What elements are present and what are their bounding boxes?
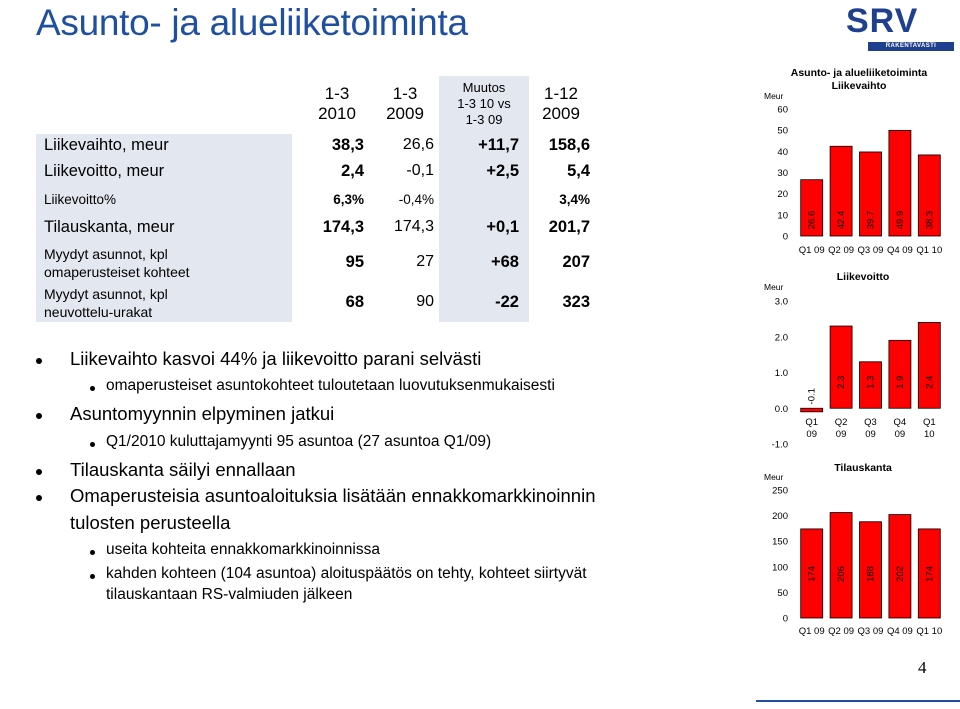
data-label: 42.4 [836,210,848,230]
data-label: 26.6 [806,210,818,230]
chart-title: Tilauskanta [834,462,892,474]
table-cell: -0,1 [406,162,434,179]
table-cell: 90 [416,293,434,310]
x-tick-label: Q2 09 [828,245,855,256]
table-cell: 27 [416,253,434,270]
table-cell: 174,3 [322,218,364,236]
axis-unit-label: Meur [764,472,784,482]
table-cell: 68 [345,293,364,311]
x-tick-label: 09 [806,429,817,440]
table-cell: 26,6 [402,136,434,153]
y-tick-label: 60 [777,104,788,116]
data-label: 1.3 [865,375,877,389]
y-tick-label: 150 [772,536,788,548]
data-label: 39.7 [865,210,877,230]
y-tick-label: -1.0 [771,439,788,451]
logo-tagline: RAKENTAVASTI ERILAINEN [868,42,954,51]
data-label: 202 [894,566,906,582]
x-tick-label: Q1 [922,417,936,428]
x-tick-label: Q1 10 [916,245,943,256]
x-tick-label: 09 [835,429,847,440]
x-tick-label: Q3 09 [857,245,884,256]
y-tick-label: 200 [772,511,788,523]
row-label-line1: Myydyt asunnot, kpl [44,286,168,302]
header-fy-2009-line1: 1-12 [543,84,579,103]
table-cell: 174,3 [393,218,434,235]
y-tick-label: 1.0 [774,368,788,379]
bullet-item: Liikevaihto kasvoi 44% ja liikevoitto parani selvästi [70,348,482,369]
header-q1-2010-line1: 1-3 [324,84,350,103]
bullet-item: kahden kohteen (104 asuntoa) aloituspäätös on tehty, kohteet siirtyvät [106,565,587,582]
data-bar [801,408,823,412]
bullet-item: Q1/2010 kuluttajamyynti 95 asuntoa (27 asuntoa Q1/09) [106,433,492,450]
x-tick-label: Q2 [834,417,848,428]
table-cell: 5,4 [567,162,590,180]
data-label: 188 [865,566,877,582]
header-q1-2010-line2: 2010 [318,104,356,123]
page-title: Asunto- ja alueliiketoiminta [36,2,468,43]
data-label: 49.9 [894,210,906,230]
x-tick-label: Q2 09 [828,626,855,637]
header-q1-2009-line2: 2009 [386,104,424,123]
table-cell: 3,4% [559,192,590,207]
table-cell: +0,1 [486,218,519,236]
data-label: 2.4 [924,375,936,389]
data-label: 38.3 [924,210,936,230]
y-tick-label: 100 [772,562,788,574]
data-label: 206 [836,566,848,582]
header-q1-2009-line1: 1-3 [392,84,418,103]
table-cell: +2,5 [486,162,519,180]
data-bar [830,513,852,618]
header-fy-2009-line2: 2009 [542,104,580,123]
table-cell: 207 [562,253,590,271]
row-label: Liikevoitto, meur [44,162,165,180]
y-tick-label: 0 [782,231,788,243]
y-tick-label: 30 [777,168,788,179]
data-label: 2.3 [836,375,848,389]
x-tick-label: 09 [894,429,906,440]
x-tick-label: 09 [865,429,876,440]
row-label: Liikevoitto% [44,192,117,207]
table-cell: +11,7 [478,136,519,154]
row-label-line2: neuvottelu-urakat [44,304,153,320]
y-tick-label: 50 [777,125,788,137]
table-cell: 2,4 [341,162,364,180]
data-bar [918,322,940,408]
bullet-item-continued: tulosten perusteella [70,512,231,533]
table-cell: 38,3 [331,136,364,154]
y-tick-label: 0 [782,613,788,625]
x-tick-label: Q4 09 [886,245,913,256]
y-tick-label: 40 [777,146,788,158]
table-cell: 201,7 [548,218,590,236]
y-tick-label: 50 [777,587,788,599]
table-cell: -0,4% [398,192,434,207]
row-label-line1: Myydyt asunnot, kpl [44,246,168,262]
bullet-item: Tilauskanta säilyi ennallaan [70,459,296,480]
y-tick-label: 10 [777,210,788,222]
header-change-line2: 1-3 10 vs [457,96,511,111]
bullet-item: useita kohteita ennakkomarkkinoinnissa [106,541,380,558]
data-label: 174 [924,566,936,582]
table-cell: 323 [562,293,590,311]
x-tick-label: 10 [924,429,935,440]
x-tick-label: Q1 [805,417,819,428]
logo-wordmark: SRV [846,2,919,40]
y-tick-label: 3.0 [774,296,788,308]
header-change-line3: 1-3 09 [465,112,503,127]
row-label: Tilauskanta, meur [44,218,175,236]
chart-title: Asunto- ja alueliiketoiminta [790,67,928,79]
x-tick-label: Q1 09 [798,626,825,637]
x-tick-label: Q3 [864,417,877,428]
page-number: 4 [918,658,927,677]
axis-unit-label: Meur [764,282,784,292]
x-tick-label: Q4 09 [886,626,913,637]
table-cell: +68 [491,253,519,271]
row-label-line2: omaperusteiset kohteet [44,264,190,280]
bullet-item-continued: tilauskantaan RS-valmiuden jälkeen [106,586,353,603]
data-label: -0.1 [806,388,818,405]
x-tick-label: Q4 [893,417,907,428]
y-tick-label: 0.0 [774,403,788,415]
chart-title: Liikevoitto [836,271,890,283]
x-tick-label: Q3 09 [857,626,884,637]
data-bar [830,326,852,408]
y-tick-label: 20 [777,189,788,201]
chart-title: Liikevaihto [831,80,887,92]
header-change-line1: Muutos [462,80,506,95]
table-cell: -22 [495,293,519,311]
x-tick-label: Q1 09 [798,245,825,256]
table-cell: 158,6 [548,136,590,154]
data-label: 174 [806,566,818,582]
y-tick-label: 2.0 [774,332,788,344]
y-tick-label: 250 [772,485,788,497]
table-cell: 6,3% [333,192,364,207]
bullet-item: omaperusteiset asuntokohteet tuloutetaan luovutuksenmukaisesti [106,377,555,394]
bullet-item: Omaperusteisia asuntoaloituksia lisätään ennakkomarkkinoinnin [70,485,596,506]
bullet-item: Asuntomyynnin elpyminen jatkui [70,403,335,424]
x-tick-label: Q1 10 [916,626,943,637]
table-cell: 95 [345,253,364,271]
row-label: Liikevaihto, meur [44,136,169,154]
data-bar [889,340,911,408]
footer-rule [756,700,960,702]
data-label: 1.9 [894,375,906,389]
axis-unit-label: Meur [764,91,784,101]
